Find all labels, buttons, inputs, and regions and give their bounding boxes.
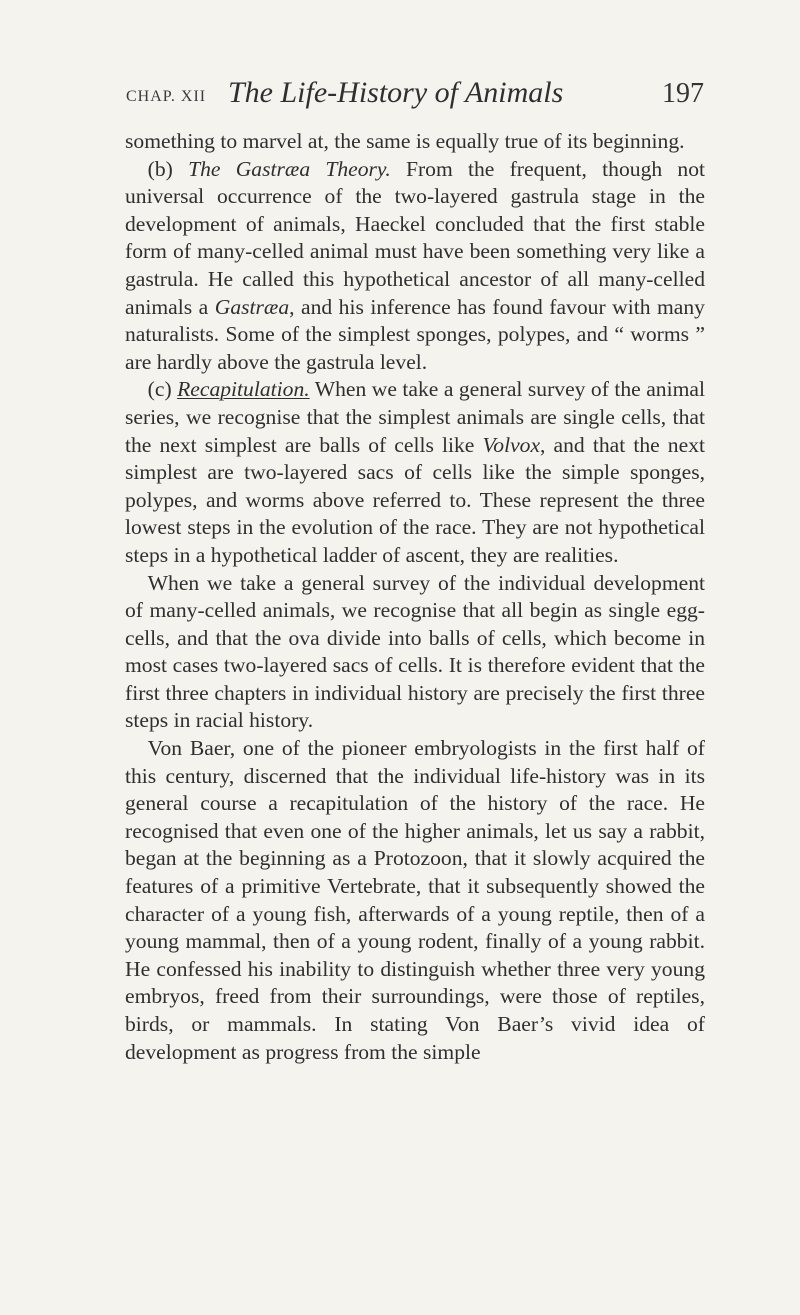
paragraph-text: Von Baer, one of the pioneer embryologists in the first half of this century, discerned that the individual life-history was in its general course a recapitulation of the history of the race. He recognised that even one of the higher animals, let us say a rabbit, began at the beginning as a Protozoon, that it slowly acquired the features of a primitive Vertebrate, that it subsequently showed the character of a young fish, afterwards of a young reptile, then of a young mammal, then of a young rodent, finally of a young rabbit. He confessed his inability to distinguish whether three very young embryos, freed from their surroundings, were those of reptiles, birds, or mammals. In stating Von Baer’s vivid idea of development as progress from the simple: [125, 736, 705, 1064]
paragraph-individual-development: [125, 570, 705, 736]
paragraph-intro: [125, 128, 705, 156]
paragraph-gastraea-theory: [125, 156, 705, 377]
running-header: [126, 76, 704, 122]
section-heading-recapitulation: Recapitulation.: [177, 377, 310, 402]
term-gastraea: Gastræa: [214, 294, 290, 319]
paragraph-intro-text: something to marvel at, the same is equally true of its beginning.: [125, 129, 685, 153]
chapter-label: CHAP. XII: [126, 88, 207, 105]
running-title: The Life-History of Animals: [228, 76, 564, 109]
section-label-b: (b): [147, 156, 173, 181]
section-heading-gastraea: The Gastræa Theory.: [188, 156, 391, 181]
term-volvox: Volvox: [482, 432, 541, 457]
page-number: 197: [662, 78, 704, 109]
paragraph-text: , and that the next simplest are two-layered sacs of cells like the simple sponges, polypes, and worms above referred to. These represent the three lowest steps in the evolution of the race. They are not hypothetical steps in a hypothetical ladder of ascent, they are realities.: [125, 432, 705, 567]
paragraph-text: When we take a general survey of the individual development of many-celled animals, we recognise that all begin as single egg-cells, and that the ova divide into balls of cells, which become in most cases two-layered sacs of cells. It is therefore evident that the first three chapters in individual history are precisely the first three steps in racial history.: [125, 570, 705, 733]
paragraph-text: , and his inference has found favour with many naturalists. Some of the simplest sponges, polypes, and “ worms ” are hardly above the gastrula level.: [125, 294, 705, 374]
paragraph-recapitulation: [125, 376, 705, 569]
paragraph-von-baer: [125, 735, 705, 1066]
paragraph-text: When we take a general survey of the animal series, we recognise that the simplest animals are single cells, that the next simplest are balls of cells like: [125, 377, 705, 457]
section-label-c: (c): [147, 377, 172, 402]
paragraph-text: From the frequent, though not universal occurrence of the two-layered gastrula stage in the development of animals, Haeckel concluded that the first stable form of many-celled animal must have been something very like a gastrula. He called this hypothetical ancestor of all many-celled animals a: [125, 156, 705, 319]
body-text: [125, 128, 705, 1066]
